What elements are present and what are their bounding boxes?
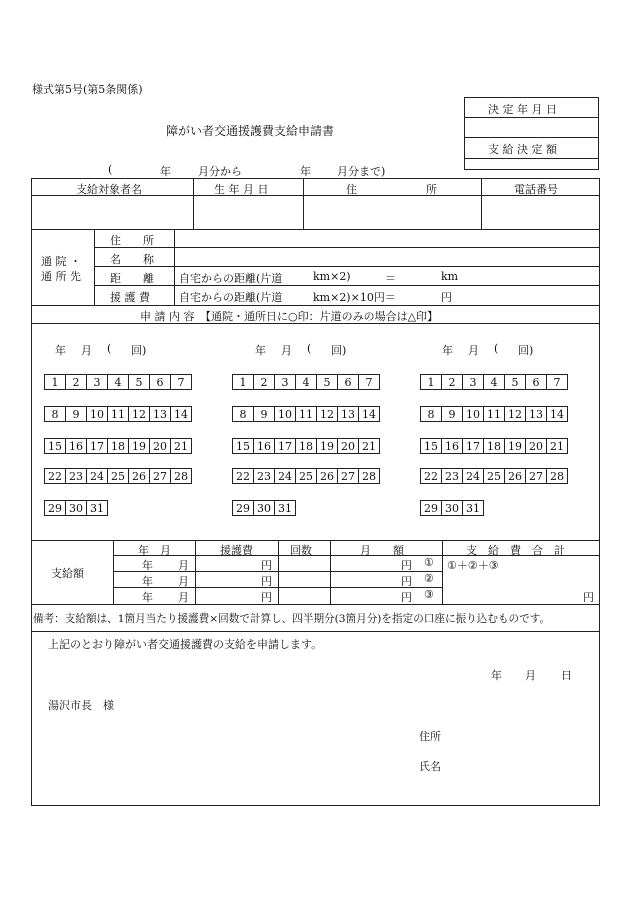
calendar-day-cell[interactable]: 30 bbox=[253, 500, 275, 516]
calendar-month-label-part: 年 bbox=[255, 344, 266, 357]
calendar-day-cell[interactable]: 15 bbox=[44, 438, 66, 454]
calendar-day-cell[interactable]: 10 bbox=[86, 406, 108, 422]
calendar-day-cell[interactable]: 6 bbox=[525, 374, 547, 390]
calendar-day-cell[interactable]: 30 bbox=[65, 500, 87, 516]
header-birthdate: 生 年 月 日 bbox=[214, 183, 269, 196]
calendar-day-cell[interactable]: 21 bbox=[358, 438, 380, 454]
distance-km: km bbox=[441, 270, 459, 283]
calendar-week-row bbox=[420, 468, 568, 484]
decision-date-label: 決 定 年 月 日 bbox=[488, 103, 557, 116]
calendar-day-cell[interactable]: 5 bbox=[128, 374, 150, 390]
calendar-day-cell[interactable]: 2 bbox=[253, 374, 275, 390]
signer-address-label: 住所 bbox=[419, 730, 441, 743]
calendar-week-row bbox=[420, 406, 568, 422]
header-phone: 電話番号 bbox=[514, 183, 558, 196]
payment-col-monthly: 月 額 bbox=[360, 544, 404, 557]
calendar-week-row bbox=[44, 468, 192, 484]
calendar-day-cell[interactable]: 4 bbox=[483, 374, 505, 390]
payment-col-month: 年 月 bbox=[138, 544, 171, 557]
calendar-day-cell[interactable]: 16 bbox=[441, 438, 463, 454]
declaration-year: 年 bbox=[491, 669, 502, 682]
calendar-day-cell[interactable]: 8 bbox=[44, 406, 66, 422]
destination-name-label: 名 称 bbox=[110, 253, 154, 266]
calendar-day-cell[interactable]: 16 bbox=[65, 438, 87, 454]
calendar-day-cell[interactable]: 3 bbox=[462, 374, 484, 390]
calendar-day-cell[interactable]: 16 bbox=[253, 438, 275, 454]
calendar-day-cell[interactable]: 19 bbox=[504, 438, 526, 454]
calendar-day-cell[interactable]: 28 bbox=[546, 468, 568, 484]
calendar-day-cell[interactable]: 30 bbox=[441, 500, 463, 516]
period-from-label: 月分から bbox=[198, 165, 242, 178]
calendar-day-cell[interactable]: 7 bbox=[358, 374, 380, 390]
calendar-day-cell[interactable]: 4 bbox=[295, 374, 317, 390]
form-number: 様式第5号(第5条関係) bbox=[32, 83, 143, 96]
birthdate-field[interactable] bbox=[194, 196, 302, 228]
calendar-day-cell[interactable]: 24 bbox=[274, 468, 296, 484]
calendar-day-cell[interactable]: 7 bbox=[170, 374, 192, 390]
calendar-day-cell[interactable]: 11 bbox=[483, 406, 505, 422]
calendar-day-cell[interactable]: 28 bbox=[170, 468, 192, 484]
calendar-day-cell[interactable]: 29 bbox=[232, 500, 254, 516]
payment-total-yen: 円 bbox=[583, 591, 594, 604]
destination-aid-label: 援 護 費 bbox=[110, 291, 150, 304]
payment-row-mark: ① bbox=[424, 556, 434, 569]
calendar-month-label-part: 回) bbox=[518, 344, 534, 357]
payment-row-month: 月 bbox=[178, 559, 189, 572]
calendar-day-cell[interactable]: 3 bbox=[274, 374, 296, 390]
aid-unit: km×2)×10円＝ bbox=[313, 291, 396, 304]
payment-row-year: 年 bbox=[142, 559, 153, 572]
calendar-day-cell[interactable]: 9 bbox=[253, 406, 275, 422]
calendar-day-cell[interactable]: 27 bbox=[337, 468, 359, 484]
calendar-day-cell[interactable]: 20 bbox=[525, 438, 547, 454]
calendar-day-cell[interactable]: 11 bbox=[107, 406, 129, 422]
signer-name-label: 氏名 bbox=[419, 760, 441, 773]
aid-text: 自宅からの距離(片道 bbox=[179, 291, 283, 304]
declaration-text: 上記のとおり障がい者交通援護費の支給を申請します。 bbox=[48, 638, 323, 651]
calendar-week-row bbox=[44, 374, 192, 390]
calendar-day-cell[interactable]: 24 bbox=[86, 468, 108, 484]
calendar-day-cell[interactable]: 14 bbox=[546, 406, 568, 422]
calendar-week-row bbox=[44, 406, 192, 422]
calendar-day-cell[interactable]: 18 bbox=[107, 438, 129, 454]
calendar-day-cell[interactable]: 8 bbox=[420, 406, 442, 422]
calendar-day-cell[interactable]: 18 bbox=[295, 438, 317, 454]
period-year-to: 年 bbox=[300, 165, 311, 178]
calendar-day-cell[interactable]: 7 bbox=[546, 374, 568, 390]
payment-col-count: 回数 bbox=[290, 544, 312, 557]
calendar-day-cell[interactable]: 31 bbox=[274, 500, 296, 516]
calendar-day-cell[interactable]: 8 bbox=[232, 406, 254, 422]
calendar-day-cell[interactable]: 15 bbox=[420, 438, 442, 454]
calendar-week-row bbox=[420, 374, 568, 390]
calendar-day-cell[interactable]: 26 bbox=[504, 468, 526, 484]
calendar-day-cell[interactable]: 3 bbox=[86, 374, 108, 390]
calendar-day-cell[interactable]: 10 bbox=[274, 406, 296, 422]
calendar-month-label-part: ( bbox=[307, 342, 312, 355]
calendar-day-cell[interactable]: 10 bbox=[462, 406, 484, 422]
payment-row-year: 年 bbox=[142, 575, 153, 588]
form-title: 障がい者交通援護費支給申請書 bbox=[166, 124, 335, 138]
destination-distance-label: 距 離 bbox=[110, 272, 154, 285]
destination-name-field[interactable] bbox=[175, 248, 599, 265]
calendar-month-label-part: 回) bbox=[331, 344, 347, 357]
calendar-day-cell[interactable]: 11 bbox=[295, 406, 317, 422]
calendar-day-cell[interactable]: 23 bbox=[65, 468, 87, 484]
calendar-day-cell[interactable]: 22 bbox=[44, 468, 66, 484]
calendar-day-cell[interactable]: 23 bbox=[253, 468, 275, 484]
calendar-day-cell[interactable]: 31 bbox=[86, 500, 108, 516]
calendar-day-cell[interactable]: 19 bbox=[316, 438, 338, 454]
calendar-day-cell[interactable]: 5 bbox=[316, 374, 338, 390]
calendar-week-row bbox=[420, 438, 568, 454]
calendar-month-label-part: 年 bbox=[442, 344, 453, 357]
phone-field[interactable] bbox=[482, 196, 599, 228]
calendar-day-cell[interactable]: 22 bbox=[420, 468, 442, 484]
calendar-month-label-part: 年 bbox=[55, 344, 66, 357]
calendar-day-cell[interactable]: 24 bbox=[462, 468, 484, 484]
header-address-2: 所 bbox=[426, 183, 437, 196]
calendar-day-cell[interactable]: 14 bbox=[170, 406, 192, 422]
calendar-week-row bbox=[44, 438, 192, 454]
calendar-day-cell[interactable]: 12 bbox=[128, 406, 150, 422]
calendar-month-label-part: 月 bbox=[281, 344, 292, 357]
declaration-month: 月 bbox=[525, 669, 536, 682]
calendar-day-cell[interactable]: 29 bbox=[420, 500, 442, 516]
period-to-label: 月分まで) bbox=[337, 165, 386, 178]
calendar-day-cell[interactable]: 2 bbox=[65, 374, 87, 390]
payment-row-monthly-yen: 円 bbox=[401, 591, 412, 604]
distance-equals: ＝ bbox=[385, 272, 396, 285]
period-year-from: 年 bbox=[160, 165, 171, 178]
payment-row-year: 年 bbox=[142, 591, 153, 604]
destination-address-field[interactable] bbox=[175, 230, 599, 246]
distance-text: 自宅からの距離(片道 bbox=[179, 272, 283, 285]
calendar-week-row bbox=[232, 374, 380, 390]
calendar-week-row bbox=[44, 500, 108, 516]
address-field[interactable] bbox=[304, 196, 480, 228]
period-open: ( bbox=[108, 163, 113, 176]
payment-row-aid-yen: 円 bbox=[261, 559, 272, 572]
header-address: 住 bbox=[346, 183, 357, 196]
calendar-day-cell[interactable]: 23 bbox=[441, 468, 463, 484]
declaration-day: 日 bbox=[561, 669, 572, 682]
calendar-week-row bbox=[420, 500, 484, 516]
payment-label: 支給額 bbox=[51, 567, 84, 580]
calendar-day-cell[interactable]: 9 bbox=[65, 406, 87, 422]
calendar-day-cell[interactable]: 29 bbox=[44, 500, 66, 516]
calendar-day-cell[interactable]: 12 bbox=[316, 406, 338, 422]
payment-row-monthly-yen: 円 bbox=[401, 575, 412, 588]
destination-label-1: 通 院 ・ bbox=[41, 255, 81, 268]
calendar-day-cell[interactable]: 12 bbox=[504, 406, 526, 422]
calendar-day-cell[interactable]: 17 bbox=[462, 438, 484, 454]
calendar-day-cell[interactable]: 1 bbox=[232, 374, 254, 390]
calendar-day-cell[interactable]: 26 bbox=[128, 468, 150, 484]
calendar-day-cell[interactable]: 27 bbox=[525, 468, 547, 484]
calendar-day-cell[interactable]: 21 bbox=[170, 438, 192, 454]
note-text: 備考：支給額は、1箇月当たり援護費×回数で計算し、四半期分(3箇月分)を指定の口座に振り込むものです。 bbox=[33, 613, 551, 625]
calendar-day-cell[interactable]: 27 bbox=[149, 468, 171, 484]
calendar-day-cell[interactable]: 18 bbox=[483, 438, 505, 454]
calendar-month-label-part: 回) bbox=[131, 344, 147, 357]
calendar-day-cell[interactable]: 13 bbox=[525, 406, 547, 422]
payment-row-month: 月 bbox=[178, 591, 189, 604]
calendar-day-cell[interactable]: 25 bbox=[295, 468, 317, 484]
calendar-day-cell[interactable]: 17 bbox=[274, 438, 296, 454]
calendar-day-cell[interactable]: 1 bbox=[420, 374, 442, 390]
calendar-week-row bbox=[232, 500, 296, 516]
calendar-day-cell[interactable]: 13 bbox=[149, 406, 171, 422]
calendar-week-row bbox=[232, 406, 380, 422]
calendar-day-cell[interactable]: 25 bbox=[483, 468, 505, 484]
calendar-day-cell[interactable]: 31 bbox=[462, 500, 484, 516]
calendar-day-cell[interactable]: 25 bbox=[107, 468, 129, 484]
payment-row-mark: ② bbox=[424, 572, 434, 585]
payment-col-aid: 援護費 bbox=[220, 544, 253, 557]
destination-address-label: 住 所 bbox=[110, 234, 154, 247]
header-applicant-name: 支給対象者名 bbox=[76, 183, 142, 196]
payment-row-month: 月 bbox=[178, 575, 189, 588]
applicant-name-field[interactable] bbox=[32, 196, 192, 228]
calendar-day-cell[interactable]: 9 bbox=[441, 406, 463, 422]
calendar-month-label-part: 月 bbox=[468, 344, 479, 357]
payment-row-mark: ③ bbox=[424, 588, 434, 601]
calendar-week-row bbox=[232, 438, 380, 454]
payment-row-aid-yen: 円 bbox=[261, 575, 272, 588]
destination-label-2: 通 所 先 bbox=[41, 270, 81, 283]
calendar-day-cell[interactable]: 13 bbox=[337, 406, 359, 422]
calendar-month-label-part: ( bbox=[107, 342, 112, 355]
calendar-day-cell[interactable]: 1 bbox=[44, 374, 66, 390]
payment-formula: ①＋②＋③ bbox=[447, 559, 499, 572]
payment-col-total: 支 給 費 合 計 bbox=[466, 544, 565, 557]
calendar-day-cell[interactable]: 22 bbox=[232, 468, 254, 484]
calendar-day-cell[interactable]: 20 bbox=[149, 438, 171, 454]
calendar-week-row bbox=[232, 468, 380, 484]
aid-yen: 円 bbox=[441, 291, 452, 304]
calendar-day-cell[interactable]: 2 bbox=[441, 374, 463, 390]
calendar-day-cell[interactable]: 17 bbox=[86, 438, 108, 454]
calendar-day-cell[interactable]: 15 bbox=[232, 438, 254, 454]
calendar-month-label-part: 月 bbox=[81, 344, 92, 357]
calendar-day-cell[interactable]: 28 bbox=[358, 468, 380, 484]
calendar-day-cell[interactable]: 14 bbox=[358, 406, 380, 422]
calendar-day-cell[interactable]: 5 bbox=[504, 374, 526, 390]
decision-amount-label: 支 給 決 定 額 bbox=[488, 143, 557, 156]
calendar-day-cell[interactable]: 19 bbox=[128, 438, 150, 454]
calendar-day-cell[interactable]: 20 bbox=[337, 438, 359, 454]
calendar-day-cell[interactable]: 26 bbox=[316, 468, 338, 484]
addressee: 湯沢市長 様 bbox=[48, 699, 114, 712]
calendar-day-cell[interactable]: 4 bbox=[107, 374, 129, 390]
payment-row-monthly-yen: 円 bbox=[401, 559, 412, 572]
application-content-header: 申 請 内 容 【通院・通所日に○印：片道のみの場合は△印】 bbox=[140, 310, 439, 323]
calendar-day-cell[interactable]: 6 bbox=[149, 374, 171, 390]
payment-row-aid-yen: 円 bbox=[261, 591, 272, 604]
calendar-month-label-part: ( bbox=[494, 342, 499, 355]
calendar-day-cell[interactable]: 6 bbox=[337, 374, 359, 390]
calendar-day-cell[interactable]: 21 bbox=[546, 438, 568, 454]
distance-unit: km×2) bbox=[313, 270, 351, 283]
